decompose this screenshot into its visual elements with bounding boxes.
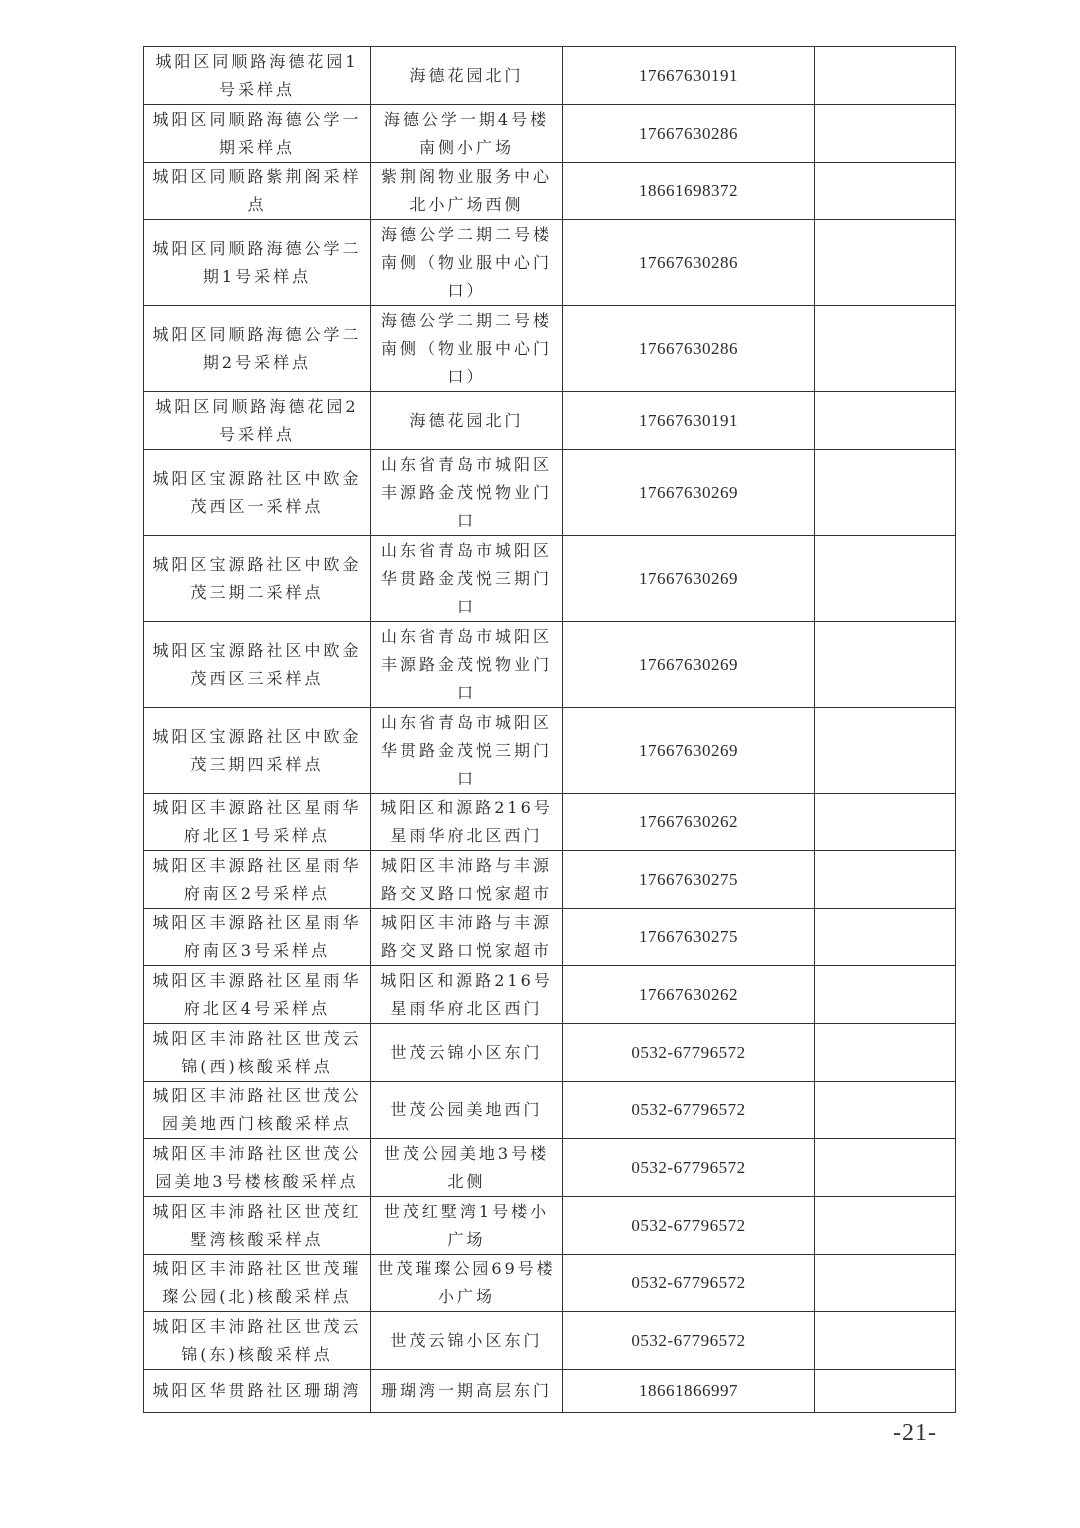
location-cell: 海德公学二期二号楼南侧（物业服中心门口） [371, 220, 563, 306]
site-name-cell: 城阳区宝源路社区中欧金茂西区三采样点 [144, 622, 371, 708]
note-cell [815, 794, 956, 851]
location-cell: 世茂云锦小区东门 [371, 1312, 563, 1370]
phone-cell: 17667630269 [563, 622, 815, 708]
location-cell: 海德公学二期二号楼南侧（物业服中心门口） [371, 306, 563, 392]
location-cell: 城阳区丰沛路与丰源路交叉路口悦家超市 [371, 909, 563, 966]
phone-cell: 18661698372 [563, 163, 815, 220]
table-row [144, 1255, 956, 1312]
site-name-cell: 城阳区丰源路社区星雨华府北区1号采样点 [144, 794, 371, 851]
location-cell: 城阳区和源路216号星雨华府北区西门 [371, 794, 563, 851]
note-cell [815, 1139, 956, 1197]
location-cell: 城阳区丰沛路与丰源路交叉路口悦家超市 [371, 851, 563, 909]
phone-cell: 0532-67796572 [563, 1139, 815, 1197]
location-cell: 海德花园北门 [371, 392, 563, 450]
phone-cell: 17667630191 [563, 392, 815, 450]
phone-cell: 0532-67796572 [563, 1312, 815, 1370]
phone-cell: 0532-67796572 [563, 1024, 815, 1082]
site-name-cell: 城阳区宝源路社区中欧金茂三期二采样点 [144, 536, 371, 622]
phone-cell: 17667630269 [563, 536, 815, 622]
site-name-cell: 城阳区丰沛路社区世茂璀璨公园(北)核酸采样点 [144, 1255, 371, 1312]
phone-cell: 17667630286 [563, 220, 815, 306]
note-cell [815, 306, 956, 392]
note-cell [815, 392, 956, 450]
location-cell: 海德公学一期4号楼南侧小广场 [371, 105, 563, 163]
phone-cell: 17667630269 [563, 708, 815, 794]
table-row [144, 1082, 956, 1139]
site-name-cell: 城阳区丰沛路社区世茂公园美地西门核酸采样点 [144, 1082, 371, 1139]
note-cell [815, 450, 956, 536]
table-body [144, 47, 956, 1413]
table-row [144, 1312, 956, 1370]
table-row [144, 536, 956, 622]
location-cell: 紫荆阁物业服务中心北小广场西侧 [371, 163, 563, 220]
table-row [144, 851, 956, 909]
table-row [144, 1370, 956, 1413]
location-cell: 世茂璀璨公园69号楼小广场 [371, 1255, 563, 1312]
site-name-cell: 城阳区丰源路社区星雨华府北区4号采样点 [144, 966, 371, 1024]
table-row [144, 622, 956, 708]
phone-cell: 17667630269 [563, 450, 815, 536]
site-name-cell: 城阳区华贯路社区珊瑚湾 [144, 1370, 371, 1413]
note-cell [815, 220, 956, 306]
note-cell [815, 1370, 956, 1413]
note-cell [815, 1082, 956, 1139]
note-cell [815, 1312, 956, 1370]
note-cell [815, 966, 956, 1024]
location-cell: 世茂云锦小区东门 [371, 1024, 563, 1082]
site-name-cell: 城阳区同顺路海德公学二期2号采样点 [144, 306, 371, 392]
table-row [144, 794, 956, 851]
phone-cell: 0532-67796572 [563, 1082, 815, 1139]
phone-cell: 17667630286 [563, 306, 815, 392]
table-row [144, 306, 956, 392]
note-cell [815, 851, 956, 909]
note-cell [815, 909, 956, 966]
phone-cell: 0532-67796572 [563, 1255, 815, 1312]
table-row [144, 47, 956, 105]
location-cell: 世茂公园美地3号楼北侧 [371, 1139, 563, 1197]
location-cell: 世茂红墅湾1号楼小广场 [371, 1197, 563, 1255]
table-row [144, 708, 956, 794]
phone-cell: 17667630262 [563, 794, 815, 851]
site-name-cell: 城阳区同顺路海德公学一期采样点 [144, 105, 371, 163]
location-cell: 珊瑚湾一期高层东门 [371, 1370, 563, 1413]
table-row [144, 163, 956, 220]
table-row [144, 220, 956, 306]
location-cell: 山东省青岛市城阳区华贯路金茂悦三期门口 [371, 708, 563, 794]
table-row [144, 392, 956, 450]
table-row [144, 450, 956, 536]
note-cell [815, 622, 956, 708]
site-name-cell: 城阳区丰源路社区星雨华府南区2号采样点 [144, 851, 371, 909]
note-cell [815, 1024, 956, 1082]
site-name-cell: 城阳区宝源路社区中欧金茂西区一采样点 [144, 450, 371, 536]
site-name-cell: 城阳区丰沛路社区世茂云锦(东)核酸采样点 [144, 1312, 371, 1370]
phone-cell: 17667630286 [563, 105, 815, 163]
note-cell [815, 1255, 956, 1312]
site-name-cell: 城阳区同顺路海德花园1号采样点 [144, 47, 371, 105]
note-cell [815, 105, 956, 163]
note-cell [815, 708, 956, 794]
table-row [144, 1197, 956, 1255]
phone-cell: 17667630262 [563, 966, 815, 1024]
site-name-cell: 城阳区宝源路社区中欧金茂三期四采样点 [144, 708, 371, 794]
location-cell: 世茂公园美地西门 [371, 1082, 563, 1139]
note-cell [815, 1197, 956, 1255]
site-name-cell: 城阳区丰沛路社区世茂云锦(西)核酸采样点 [144, 1024, 371, 1082]
page-number: -21- [893, 1420, 937, 1446]
phone-cell: 17667630275 [563, 909, 815, 966]
note-cell [815, 163, 956, 220]
phone-cell: 0532-67796572 [563, 1197, 815, 1255]
site-name-cell: 城阳区丰源路社区星雨华府南区3号采样点 [144, 909, 371, 966]
table-row [144, 105, 956, 163]
sampling-points-table [143, 46, 956, 1413]
phone-cell: 17667630191 [563, 47, 815, 105]
location-cell: 海德花园北门 [371, 47, 563, 105]
location-cell: 城阳区和源路216号星雨华府北区西门 [371, 966, 563, 1024]
site-name-cell: 城阳区同顺路紫荆阁采样点 [144, 163, 371, 220]
table-row [144, 1139, 956, 1197]
site-name-cell: 城阳区同顺路海德花园2号采样点 [144, 392, 371, 450]
note-cell [815, 47, 956, 105]
phone-cell: 18661866997 [563, 1370, 815, 1413]
table-row [144, 1024, 956, 1082]
location-cell: 山东省青岛市城阳区丰源路金茂悦物业门口 [371, 450, 563, 536]
location-cell: 山东省青岛市城阳区丰源路金茂悦物业门口 [371, 622, 563, 708]
table-row [144, 966, 956, 1024]
location-cell: 山东省青岛市城阳区华贯路金茂悦三期门口 [371, 536, 563, 622]
note-cell [815, 536, 956, 622]
site-name-cell: 城阳区同顺路海德公学二期1号采样点 [144, 220, 371, 306]
phone-cell: 17667630275 [563, 851, 815, 909]
site-name-cell: 城阳区丰沛路社区世茂红墅湾核酸采样点 [144, 1197, 371, 1255]
table-row [144, 909, 956, 966]
site-name-cell: 城阳区丰沛路社区世茂公园美地3号楼核酸采样点 [144, 1139, 371, 1197]
